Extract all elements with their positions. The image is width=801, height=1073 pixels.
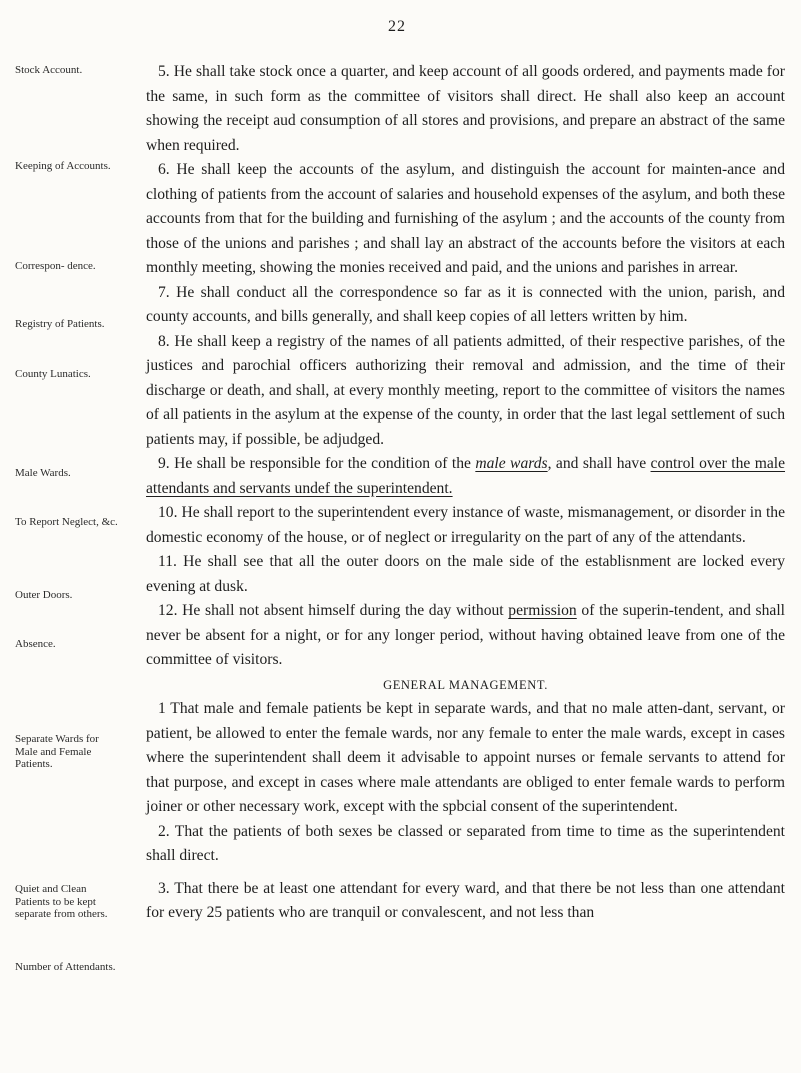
paragraph-8: 8. He shall keep a registry of the names of all patients admitted, of their respective parishes, of the justices and parochial officers authorizing their removal and admission, and the time of their discharge or death, and shall, at every monthly meeting, report to the committee of visitors the names of all patients in the asylum at the expense of the county, in order that the last legal settlement of such patients may, if possible, be adjudged. [146,332,785,448]
general-rule-2: 2. That the patients of both sexes be classed or separated from time to time as the superintendent shall direct. [146,822,785,864]
margin-note-correspondence: Correspon- dence. [15,260,96,272]
general-rule-3: 3. That there be at least one attendant for every ward, and that there be not less than one attendant for every 25 patients who are tranquil or convalescent, and not less than [146,879,785,921]
paragraph-12 [146,599,785,673]
general-rule-1: 1 That male and female patients be kept in separate wards, and that no male atten-dant, servant, or patient, be allowed to enter the female wards, nor any female to enter the male wards, except in cases where the superintendent shall deem it advisable to appoint nurses or female servants to attend for that purpose, and except in cases where male attendants are obliged to enter female wards to perform joiner or other necessary work, except with the spbcial consent of the superintendent. [146,700,785,815]
section-heading-general-management: GENERAL MANAGEMENT. [383,677,548,692]
margin-note-keeping-accounts: Keeping of Accounts. [15,160,111,172]
paragraph-9-lead: 9. He shall be responsible for the condition of the [158,455,476,472]
margin-note-outer-doors: Outer Doors. [15,589,73,601]
page-number: 22 [388,18,406,35]
paragraph-7: 7. He shall conduct all the correspondence so far as it is connected with the union, parish, and county accounts, and bills generally, and shall keep copies of all letters written by him. [146,283,785,325]
spacer [146,869,785,877]
paragraph-11: 11. He shall see that all the outer doors on the male side of the establisnment are locked every evening at dusk. [146,553,785,595]
male-wards-underlined: male wards [475,455,548,472]
margin-note-county-lunatics: County Lunatics. [15,368,91,380]
body-text [146,60,785,926]
margin-note-separate-wards: Separate Wards for Male and Female Patients. [15,733,99,770]
paragraph-6: 6. He shall keep the accounts of the asylum, and distinguish the account for mainten-ance and clothing of patients from the account of salaries and household expenses of the asylum, and both these accounts from that for the building and furnishing of the asylum ; and the accounts of the county from those of the unions and parishes ; and shall lay an abstract of the accounts before the visitors at each monthly meeting, showing the monies received and paid, and the unions and parishes in arrear. [146,161,785,276]
control-underlined: control over the male attendants and servants undef the superintendent. [146,455,786,497]
permission-underlined: permission [508,602,577,619]
paragraph-12-tail: of the superin-tendent, and shall never be absent for a night, or for any longer period, without having obtained leave from one of the committee of visitors. [146,602,785,668]
margin-note-absence: Absence. [15,638,56,650]
paragraph-10: 10. He shall report to the superintendent every instance of waste, mismanagement, or disorder in the domestic economy of the house, or of neglect or irregularity on the part of any of the attendants. [146,504,785,546]
paragraph-9 [146,452,785,501]
paragraph-12-lead: 12. He shall not absent himself during the day without [158,602,509,619]
margin-note-number-attendants: Number of Attendants. [15,961,116,973]
paragraph-5: 5. He shall take stock once a quarter, and keep account of all goods ordered, and payments made for the same, in such form as the committee of visitors shall direct. He shall also keep an account showing the receipt aud consumption of all stores and provisions, and prepare an abstract of the same when required. [146,63,785,154]
margin-note-stock-account: Stock Account. [15,64,83,76]
margin-note-male-wards: Male Wards. [15,467,71,479]
margin-note-registry-patients: Registry of Patients. [15,318,105,330]
margin-note-report-neglect: To Report Neglect, &c. [15,516,118,528]
paragraph-9-mid: , and shall have [547,455,651,472]
margin-note-quiet-clean-patients: Quiet and Clean Patients to be kept separate from others. [15,883,108,920]
